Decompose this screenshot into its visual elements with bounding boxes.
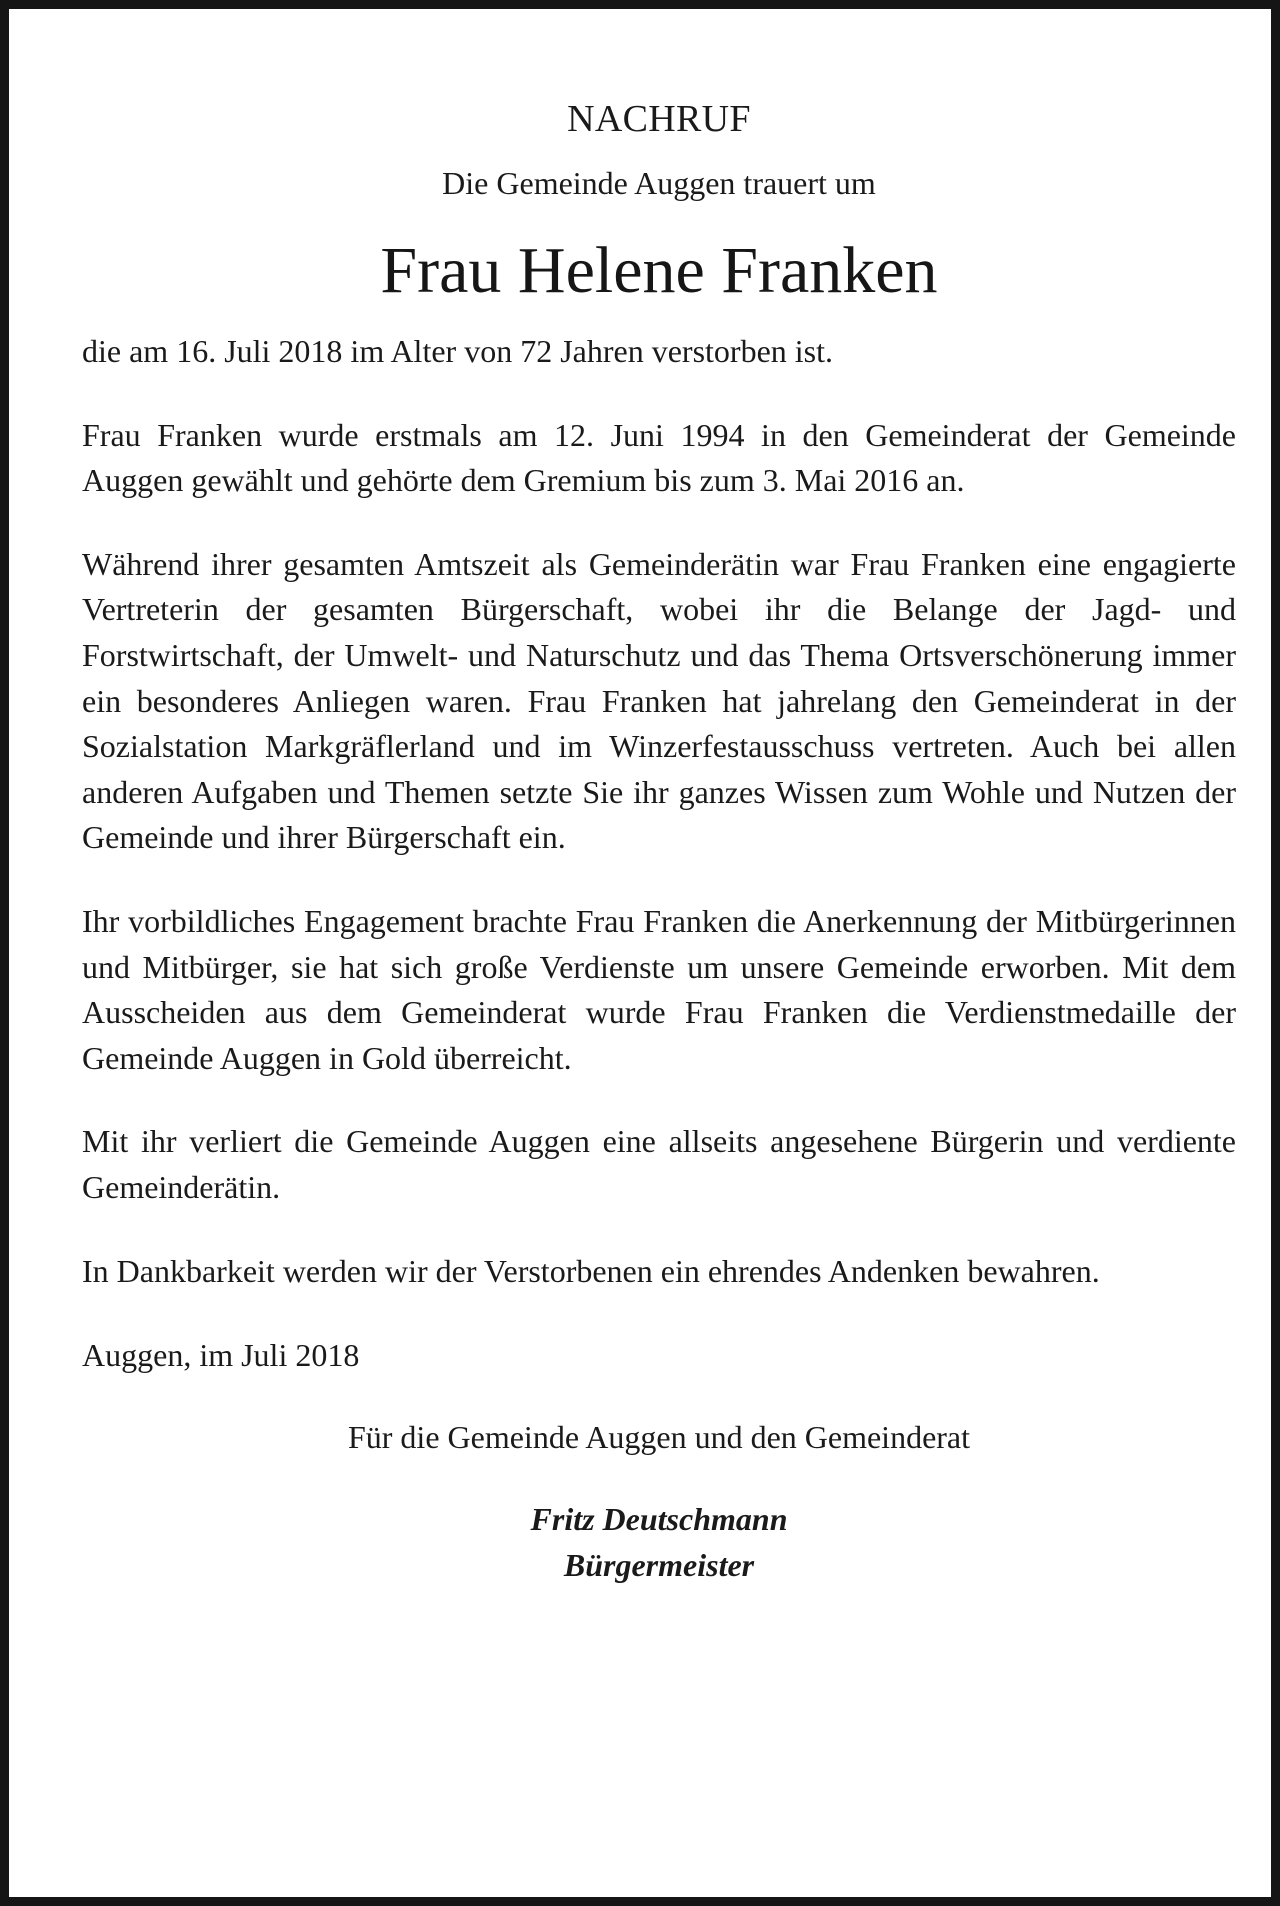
paragraph-service: Während ihrer gesamten Amtszeit als Gemeinderätin war Frau Franken eine engagierte Vertreterin der gesamten Bürgerschaft, wobei ihr die Belange der Jagd- und Forstwirtschaft, der Umwelt- und Naturschutz und das Thema Ortsverschönerung immer ein besonderes Anliegen waren. Frau Franken hat jahrelang den Gemeinderat in der Sozialstation Markgräflerland und im Winzerfestausschuss vertreten. Auch bei allen anderen Aufgaben und Themen setzte Sie ihr ganzes Wissen zum Wohle und Nutzen der Gemeinde und ihrer Bürgerschaft ein. bbox=[82, 545, 1236, 856]
signatory-title: Bürgermeister bbox=[563, 1547, 755, 1584]
signature-block bbox=[82, 1496, 1236, 1588]
notice-intro: Die Gemeinde Auggen trauert um bbox=[442, 165, 876, 201]
paragraph-loss: Mit ihr verliert die Gemeinde Auggen eine allseits angesehene Bürgerin und verdiente Gemeinderätin. bbox=[82, 1123, 1236, 1205]
notice-content bbox=[82, 79, 1236, 1588]
paragraph-remembrance: In Dankbarkeit werden wir der Verstorbenen ein ehrendes Andenken bewahren. bbox=[82, 1252, 1100, 1289]
paragraph-recognition: Ihr vorbildliches Engagement brachte Frau Franken die Anerkennung der Mitbürgerinnen und Mitbürger, sie hat sich große Verdienste um unsere Gemeinde erworben. Mit dem Ausscheiden aus dem Gemeinderat wurde Frau Franken die Verdienstmedaille der Gemeinde Auggen in Gold überreicht. bbox=[82, 902, 1236, 1076]
signatory-name: Fritz Deutschmann bbox=[530, 1501, 788, 1538]
on-behalf-line: Für die Gemeinde Auggen und den Gemeinderat bbox=[347, 1419, 971, 1456]
paragraph-death-date: die am 16. Juli 2018 im Alter von 72 Jahren verstorben ist. bbox=[82, 333, 833, 369]
notice-heading: NACHRUF bbox=[567, 98, 751, 140]
deceased-name: Frau Helene Franken bbox=[380, 234, 938, 307]
paragraph-council-term: Frau Franken wurde erstmals am 12. Juni 1994 in den Gemeinderat der Gemeinde Auggen gewählt und gehörte dem Gremium bis zum 3. Mai 2016 an. bbox=[82, 416, 1236, 499]
place-date: Auggen, im Juli 2018 bbox=[82, 1337, 360, 1374]
